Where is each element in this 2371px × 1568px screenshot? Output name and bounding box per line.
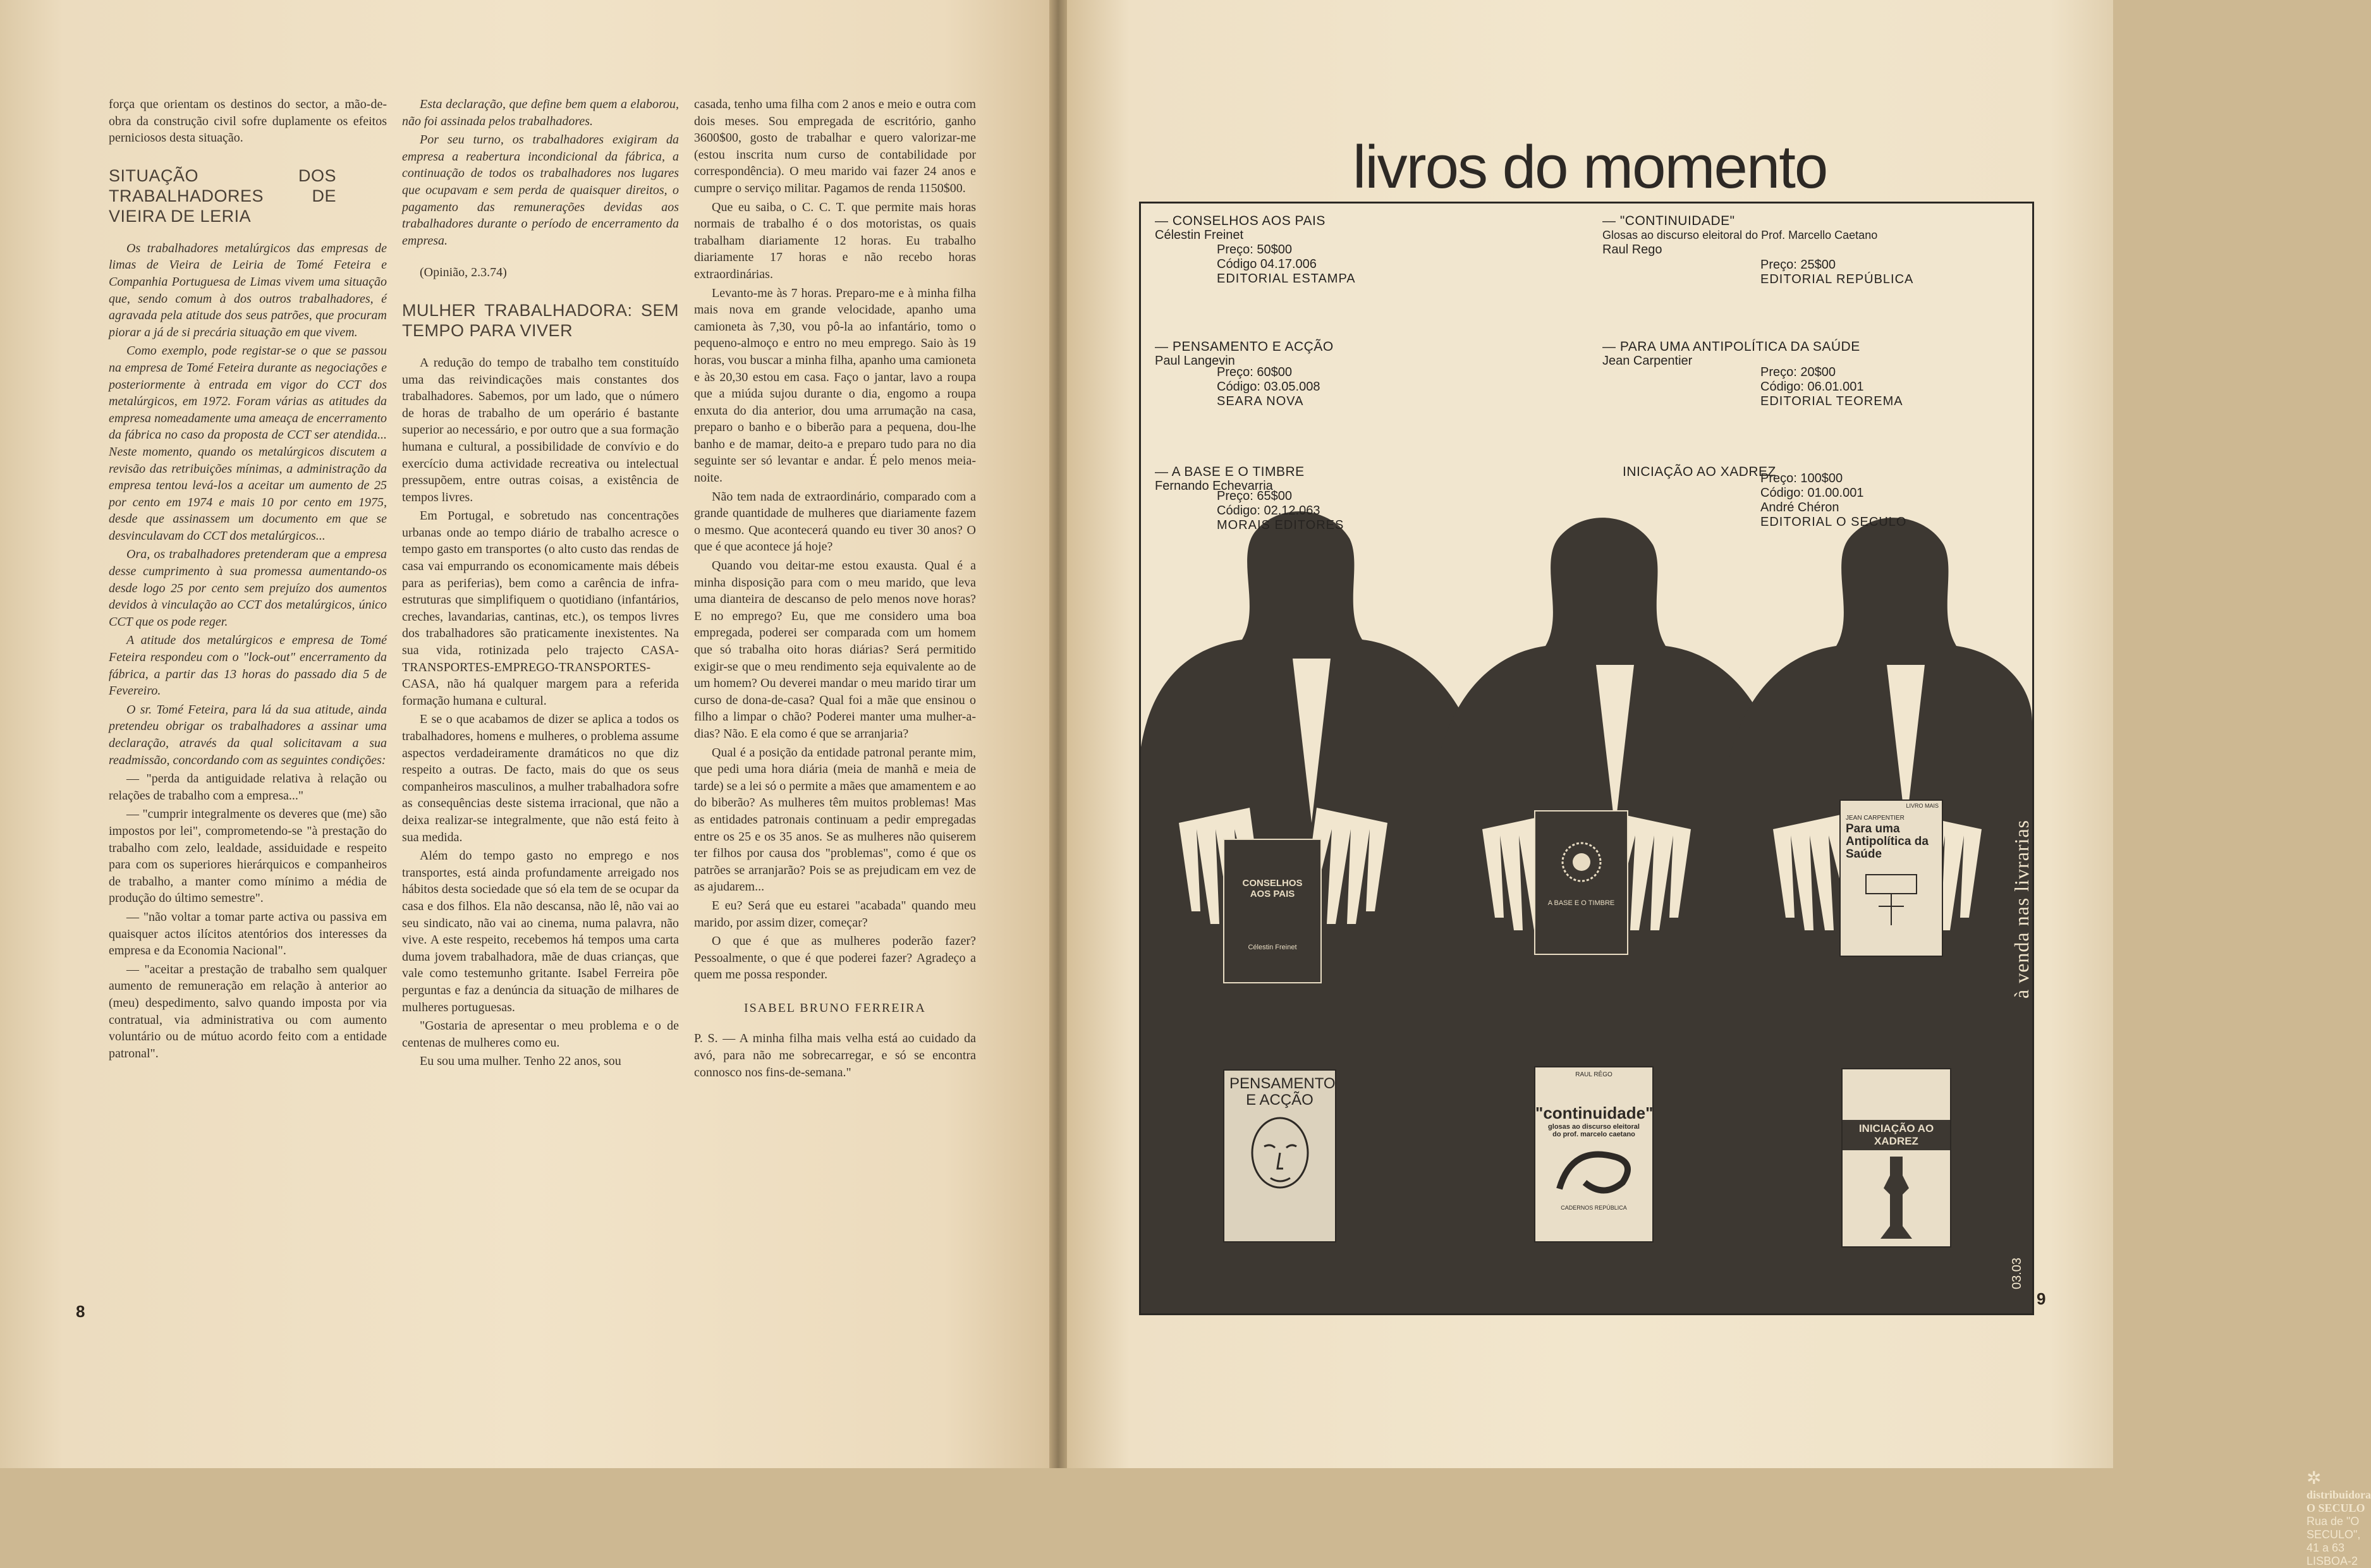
book-cover-antipolitica (1839, 799, 1943, 957)
book-publisher: EDITORIAL TEOREMA (1760, 394, 1903, 408)
book-cover-continuidade (1534, 1066, 1654, 1243)
italic-block (402, 96, 679, 249)
book-author: Paul Langevin (1155, 354, 1235, 368)
book-price: Preço: 100$00 (1760, 471, 1843, 485)
book-price-block (1217, 365, 1432, 409)
ad-title: livros do momento (1353, 133, 1827, 201)
book-title: — PARA UMA ANTIPOLÍTICA DA SAÚDE (1602, 339, 1860, 354)
book-author: Jean Carpentier (1602, 354, 1693, 368)
paragraph: Que eu saiba, o C. C. T. que permite mais horas normais de trabalho é o dos motoristas, os quais trabalham diariamente 12 horas. Eu trabalho diariamente 17 horas e não recebo horas extraordinárias. (694, 200, 976, 281)
book-price-block (1760, 471, 2013, 530)
book-publisher: EDITORIAL REPÚBLICA (1760, 272, 1914, 286)
cover-title: PENSAMENTO E ACÇÃO (1229, 1075, 1336, 1109)
cover-emblem-icon (1556, 837, 1607, 887)
paragraph: Levanto-me às 7 horas. Preparo-me e à minha filha mais nova em grande velocidade, apanho uma camioneta às 7,30, vou pô-la ao infantário, tomo o pequeno-almoço e entro no meu emprego. Saio às 19 horas, vou buscar a minha filha, apanho uma camioneta e às 20,30 estou em casa. Faço o jantar, lavo a roupa que a miúda sujou durante o dia, engomo a roupa enxuta do dia anterior, dou uma arrumação na casa, preparo o banho e o biberão para a pequena, dou-lhe banho e de mamar, deito-a e preparo tudo para no dia seguinte ser só levantar e andar. É pelo menos meia-noite. (694, 286, 976, 485)
paragraph: Os trabalhadores metalúrgicos das empresas de limas de Vieira de Leiria de Tomé Feteira e Companhia Portuguesa de Limas vivem uma situação que, sendo comum à dos outros trabalhadores, é agravada pela atitude dos seus patrões, que procuram piorar a já de si precária situação em que vivem. (109, 241, 387, 339)
book-cover-pensamento (1223, 1069, 1336, 1243)
book-author-2: Raul Rego (1602, 243, 1662, 257)
paragraph: — "perda da antiguidade relativa à relação ou relações de trabalho com a empresa..." (109, 772, 387, 803)
postscript: P. S. — A minha filha mais velha está ao cuidado da avó, para não me sobrecarregar, e só se encontra connosco nos fins-de-semana." (694, 1031, 976, 1079)
book-price: Preço: 20$00 (1760, 365, 1836, 379)
book-publisher: EDITORIAL ESTAMPA (1217, 272, 1356, 286)
book-advertisement (1139, 202, 2371, 1567)
book-price: Preço: 50$00 (1217, 243, 1292, 257)
paragraph: Como exemplo, pode registar-se o que se passou na empresa de Tomé Feteira durante as negociações e posteriormente à entrada em vigor do CCT dos metalúrgicos, em 1972. Foram várias as atitudes da empresa nomeadamente uma ameaça de encerramento da fábrica no caso da proposta de CCT ser atendida... Neste momento, quando os metalúrgicos discutem a revisão das retribuições mínimas, a administração da empresa tentou levá-los a aceitar um aumento de 25 por cento em 1974 e mais 10 por cento em 1975, desde que assinassem um documento em que se desvinculavam do CCT dos metalúrgicos... (109, 344, 387, 543)
book-title: — PENSAMENTO E ACÇÃO (1155, 339, 1334, 354)
book-code: Código: 01.00.001 (1760, 486, 1864, 500)
book-author: André Chéron (1760, 501, 1839, 514)
distributor-name: distribuidora O SECULO (2307, 1488, 2371, 1514)
ad-code: 03.03 (2010, 1257, 2024, 1289)
cover-publisher: CADERNOS REPÚBLICA (1561, 1205, 1627, 1211)
italic-block (109, 240, 387, 769)
book-title: INICIAÇÃO AO XADREZ (1623, 465, 1776, 479)
source-citation: (Opinião, 2.3.74) (420, 265, 507, 280)
article-column-2 (402, 96, 679, 1072)
cover-author: Célestin Freinet (1248, 944, 1297, 951)
book-cover-base-timbre (1534, 810, 1628, 955)
paragraph: Em Portugal, e sobretudo nas concentrações urbanas onde ao tempo diário de trabalho acresce o tempo gasto em transportes (o alto custo das rendas de casa vai empurrando os economicamente mais débeis para as periferias), bem como a carência de infra-estruturas que simplifiquem o quotidiano (infantários, creches, lavandarias, cantinas, etc.), os tempos livres dos trabalhadores são praticamente inexistentes. Na sua vida, rotinizada pelo trajecto CASA-TRANSPORTES-EMPREGO-TRANSPORTES-CASA, não há qualquer margem para a referida formação humana e cultural. (402, 509, 679, 708)
distributor-logo-icon: ✲ (2307, 1468, 2322, 1488)
paragraph: Esta declaração, que define bem quem a elaborou, não foi assinada pelos trabalhadores. (402, 97, 679, 128)
paragraph: E se o que acabamos de dizer se aplica a todos os trabalhadores, homens e mulheres, o problema assume aspectos verdadeiramente dramáticos no que diz respeito a outras. De facto, mais do que os seus companheiros masculinos, a mulher trabalhadora sofre as consequências deste sistema irracional, que não a deixa realizar-se integralmente, que não está feito à sua medida. (402, 712, 679, 844)
book-entry-pensamento (1155, 339, 1382, 368)
book-code: Código 04.17.006 (1217, 257, 1317, 271)
cover-author: RAUL RÊGO (1575, 1071, 1612, 1078)
page-gutter (1049, 0, 1067, 1468)
book-title: — CONSELHOS AOS PAIS (1155, 214, 1326, 228)
book-code: Código: 02.12.063 (1217, 504, 1320, 518)
distributor-line (2307, 1468, 2371, 1568)
paragraph: O que é que as mulheres poderão fazer? Pessoalmente, o que é que poderei fazer? Agradeço a quem me possa responder. (694, 934, 976, 982)
page-number-right: 9 (2037, 1289, 2046, 1308)
book-price-block (1217, 243, 1432, 286)
book-author: Glosas ao discurso eleitoral do Prof. Marcello Caetano (1602, 229, 1878, 241)
cover-drawing-icon (1853, 862, 1929, 932)
page-number-left: 8 (76, 1302, 85, 1321)
cover-title: Para uma Antipolítica da Saúde (1846, 822, 1929, 861)
paragraph: Quando vou deitar-me estou exausta. Qual é a minha disposição para com o meu marido, que leva uma dianteira de descanso de pelo menos nove horas? E no emprego? Eu, que me considero uma boa empregada, poderei ser comparada com um homem que só trabalha oito horas diárias? Será permitido exigir-se que o meu rendimento seja equivalente ao de um homem? Ou deverei mandar o meu marido tirar um curso de dona-de-casa? Qual foi a mãe que ensinou o filho a limpar o chão? Poderei manter uma mulher-a-dias? Não. E ela como é que se arranjaria? (694, 559, 976, 741)
book-price: Preço: 65$00 (1217, 489, 1292, 503)
cover-swirl-icon (1547, 1138, 1642, 1201)
cover-title: "continuidade" (1535, 1103, 1654, 1122)
book-price: Preço: 60$00 (1217, 365, 1292, 379)
paragraph: — "aceitar a prestação de trabalho sem qualquer aumento de remuneração em relação à anterior ao (meu) despedimento, salvo quando imposta por via contratual, via administrativa ou com aumento voluntário ou de mútuo acordo feito com a entidade patronal". (109, 962, 387, 1061)
paragraph: Qual é a posição da entidade patronal perante mim, que pedi uma hora diária (meia de manhã e meia de tarde) se a lei só o permite a mães que amamentem e ao do biberão? As mulheres têm muitos problemas! Mas as entidades patronais continuam a pedir empregadas entre os 25 e os 35 anos. Se as mulheres não quiserem ter filhos por causa dos "problemas", como é que os patrões se arranjarão? Pois se as prejudicam em vez de as ajudarem... (694, 745, 976, 894)
cover-author: JEAN CARPENTIER (1846, 815, 1905, 822)
book-entry-conselhos (1155, 214, 1344, 243)
paragraph: "Gostaria de apresentar o meu problema e o de centenas de mulheres como eu. (402, 1019, 679, 1050)
paragraph: Ora, os trabalhadores pretenderam que a empresa desse cumprimento à sua promessa aumentando-os desde logo 25 por cento sem prejuízo dos aumentos devidos à vinculação ao CCT dos metalúrgicos, único CCT que os pode reger. (109, 547, 387, 629)
book-author: Fernando Echevarria (1155, 479, 1273, 493)
cover-title: A BASE E O TIMBRE (1547, 899, 1615, 907)
book-cover-conselhos (1223, 839, 1322, 983)
paragraph: Não tem nada de extraordinário, comparado com a grande quantidade de mulheres que diariamente fazem o mesmo. Que acontecerá quando eu tiver 30 anos? O que é que acontece já hoje? (694, 489, 976, 554)
book-price-block (1760, 258, 2013, 287)
paragraph: Eu sou uma mulher. Tenho 22 anos, sou (420, 1054, 621, 1069)
chess-piece-icon (1871, 1150, 1922, 1245)
book-cover-xadrez (1841, 1068, 1951, 1248)
book-price: Preço: 25$00 (1760, 258, 1836, 272)
paragraph: O sr. Tomé Feteira, para lá da sua atitude, ainda pretendeu obrigar os trabalhadores a assinar uma declaração, através da qual solicitavam a sua readmissão, concordando com as seguintes condições: (109, 702, 387, 767)
side-caption: à venda nas livrarias (2010, 819, 2033, 999)
distributor-address: Rua de "O SECULO", 41 a 63 LISBOA-2 (2307, 1515, 2361, 1567)
book-publisher: EDITORIAL O SECULO (1760, 515, 1907, 529)
book-entry-antipolitica (1602, 339, 1956, 368)
article-column-1 (109, 96, 387, 1064)
book-code: Código: 06.01.001 (1760, 380, 1864, 394)
cover-portrait-icon (1236, 1109, 1324, 1203)
cover-title: CONSELHOS AOS PAIS (1242, 878, 1303, 899)
section-heading-vieira-de-leria: SITUAÇÃO DOS TRABALHADORES DE VIEIRA DE LERIA (109, 166, 336, 226)
book-publisher: SEARA NOVA (1217, 394, 1304, 408)
paragraph: — "não voltar a tomar parte activa ou passiva em quaisquer actos ilícitos atentórios dos interesses da empresa e da Economia Nacional". (109, 909, 387, 958)
column-intro: força que orientam os destinos do sector, a mão-de-obra da construção civil sofre duplamente os efeitos perniciosos desta situação. (109, 97, 387, 145)
cover-title: INICIAÇÃO AO XADREZ (1843, 1120, 1950, 1150)
paragraph: A atitude dos metalúrgicos e empresa de Tomé Feteira respondeu com o "lock-out" encerramento da fábrica, a partir das 13 horas do passado dia 5 de Fevereiro. (109, 633, 387, 698)
book-code: Código: 03.05.008 (1217, 380, 1320, 394)
paragraph: A redução do tempo de trabalho tem constituído uma das reivindicações mais constantes dos trabalhadores. Sabemos, por um lado, que o número de horas de trabalho de um operário é bastante superior ao necessário, e por outro que a sua formação humana e cultural, a possibilidade de convívio e do exercício duma actividade recreativa ou intelectual pressupõem, entre outras coisas, a existência de tempos livres. (402, 355, 679, 504)
book-title: — A BASE E O TIMBRE (1155, 465, 1305, 479)
cover-subtitle: glosas ao discurso eleitoral do prof. marcelo caetano (1548, 1123, 1640, 1138)
cover-publisher: LIVRO MAIS (1906, 803, 1939, 809)
book-author: Célestin Freinet (1155, 228, 1244, 242)
paragraph: — "cumprir integralmente os deveres que (me) são impostos por lei", comprometendo-se "à prestação do trabalho com zelo, lealdade, assiduidade e respeito para com os superiores hierárquicos e companheiros de trabalho, a manter como mínimo a média de produção do último semestre". (109, 807, 387, 906)
paragraph: Por seu turno, os trabalhadores exigiram da empresa a reabertura incondicional da fábrica, a continuação de todos os trabalhadores nos lugares que ocupavam e sem perda de quaisquer direitos, o pagamento das remunerações devidas aos trabalhadores durante o período de encerramento da empresa. (402, 133, 679, 248)
paragraph: casada, tenho uma filha com 2 anos e meio e outra com dois meses. Sou empregada de escritório, ganho 3600$00, gosto de trabalhar e quero valorizar-me (estou inscrita num curso de contabilidade por correspondência). O meu marido vai fazer 24 anos e cumpre o serviço militar. Pagamos de renda 1150$00. (694, 97, 976, 195)
paragraph: E eu? Será que eu estarei "acabada" quando meu marido, por assim dizer, começar? (694, 898, 976, 930)
book-price-block (1760, 365, 2013, 409)
book-entry-continuidade (1602, 214, 1956, 257)
paragraph: Além do tempo gasto no emprego e nos transportes, está ainda profundamente arreigado nos hábitos desta sociedade que só ela tem de se ocupar da casa e dos filhos. Ela não descansa, não lê, não vai ao seu sindicato, não vai ao cinema, numa palavra, não vive. A este respeito, recebemos há tempos uma carta duma jovem trabalhadora, mãe de duas crianças, que vale como testemunho gritante. Isabel Ferreira põe perguntas e faz a denúncia da situação de milhares de mulheres portuguesas. (402, 849, 679, 1014)
section-heading-mulher-trabalhadora: MULHER TRABALHADORA: SEM TEMPO PARA VIVER (402, 300, 679, 340)
letter-signature: ISABEL BRUNO FERREIRA (744, 1000, 926, 1015)
book-publisher: MORAIS EDITORES (1217, 518, 1344, 532)
book-title: — "CONTINUIDADE" (1602, 214, 1735, 228)
article-column-3 (694, 96, 976, 1083)
book-price-block (1217, 489, 1432, 533)
